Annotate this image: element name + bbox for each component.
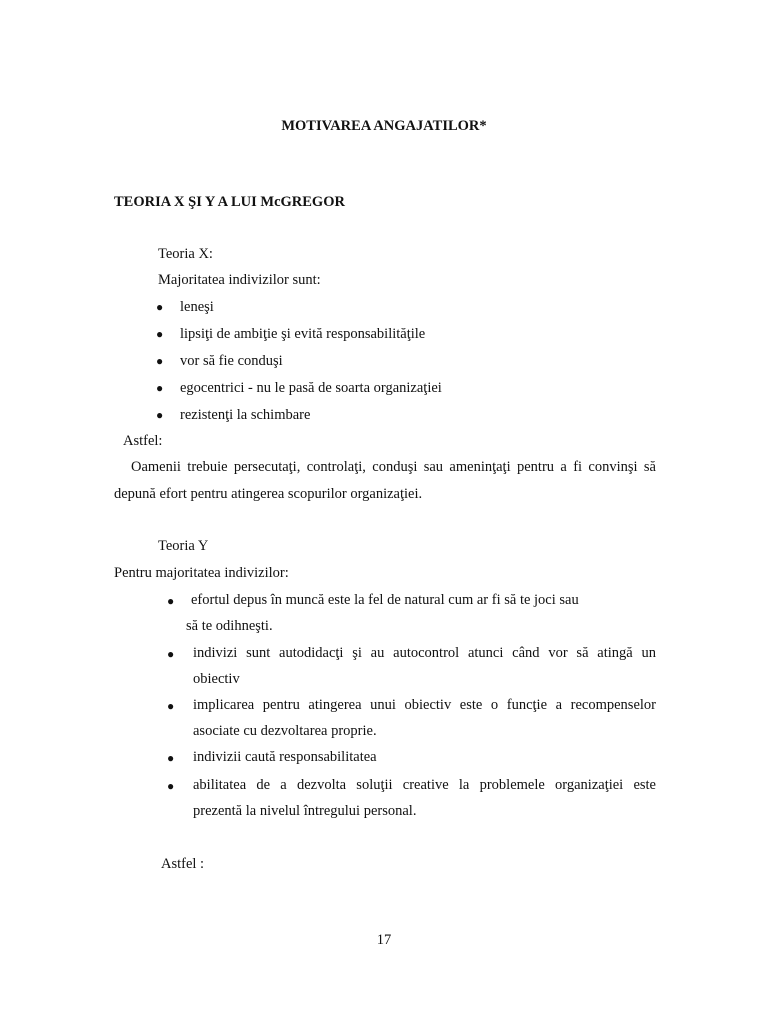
list-item: efortul depus în muncă este la fel de natural cum ar fi să te joci sau [191,592,579,608]
list-item-continuation: obiectiv [193,671,240,687]
list-item-continuation: prezentă la nivelul întregului personal. [193,803,417,819]
theory-y-conclusion-label: Astfel : [161,856,205,872]
bullet-icon: ● [156,354,164,368]
theory-x-label: Teoria X: [158,246,213,262]
page-number: 17 [376,932,392,948]
theory-y-label: Teoria Y [158,538,209,554]
theory-x-conclusion-line1: Oamenii trebuie persecutaţi, controlaţi, conduşi sau ameninţaţi pentru a fi convinşi să [131,459,656,475]
bullet-icon: ● [167,751,175,765]
list-item: abilitatea de a dezvolta soluţii creative la problemele organizaţiei este [193,777,656,793]
theory-x-intro: Majoritatea indivizilor sunt: [158,272,321,288]
list-item-continuation: asociate cu dezvoltarea proprie. [193,723,377,739]
bullet-icon: ● [167,594,175,608]
list-item: implicarea pentru atingerea unui obiectiv este o funcţie a recompenselor [193,697,656,713]
list-item: indivizi sunt autodidacţi şi au autocontrol atunci când vor să atingă un [193,645,656,661]
bullet-icon: ● [167,647,175,661]
theory-x-conclusion-line2: depună efort pentru atingerea scopurilor organizaţiei. [114,486,423,502]
page-title: MOTIVAREA ANGAJATILOR* [281,118,487,134]
list-item: indivizii caută responsabilitatea [193,749,377,765]
bullet-icon: ● [156,300,164,314]
theory-y-intro: Pentru majoritatea indivizilor: [114,565,289,581]
bullet-icon: ● [156,381,164,395]
theory-x-conclusion-label: Astfel: [123,433,163,449]
bullet-icon: ● [167,699,175,713]
bullet-icon: ● [156,327,164,341]
list-item-continuation: să te odihneşti. [186,618,273,634]
section-heading: TEORIA X ŞI Y A LUI McGREGOR [114,194,345,210]
bullet-icon: ● [156,408,164,422]
bullet-icon: ● [167,779,175,793]
